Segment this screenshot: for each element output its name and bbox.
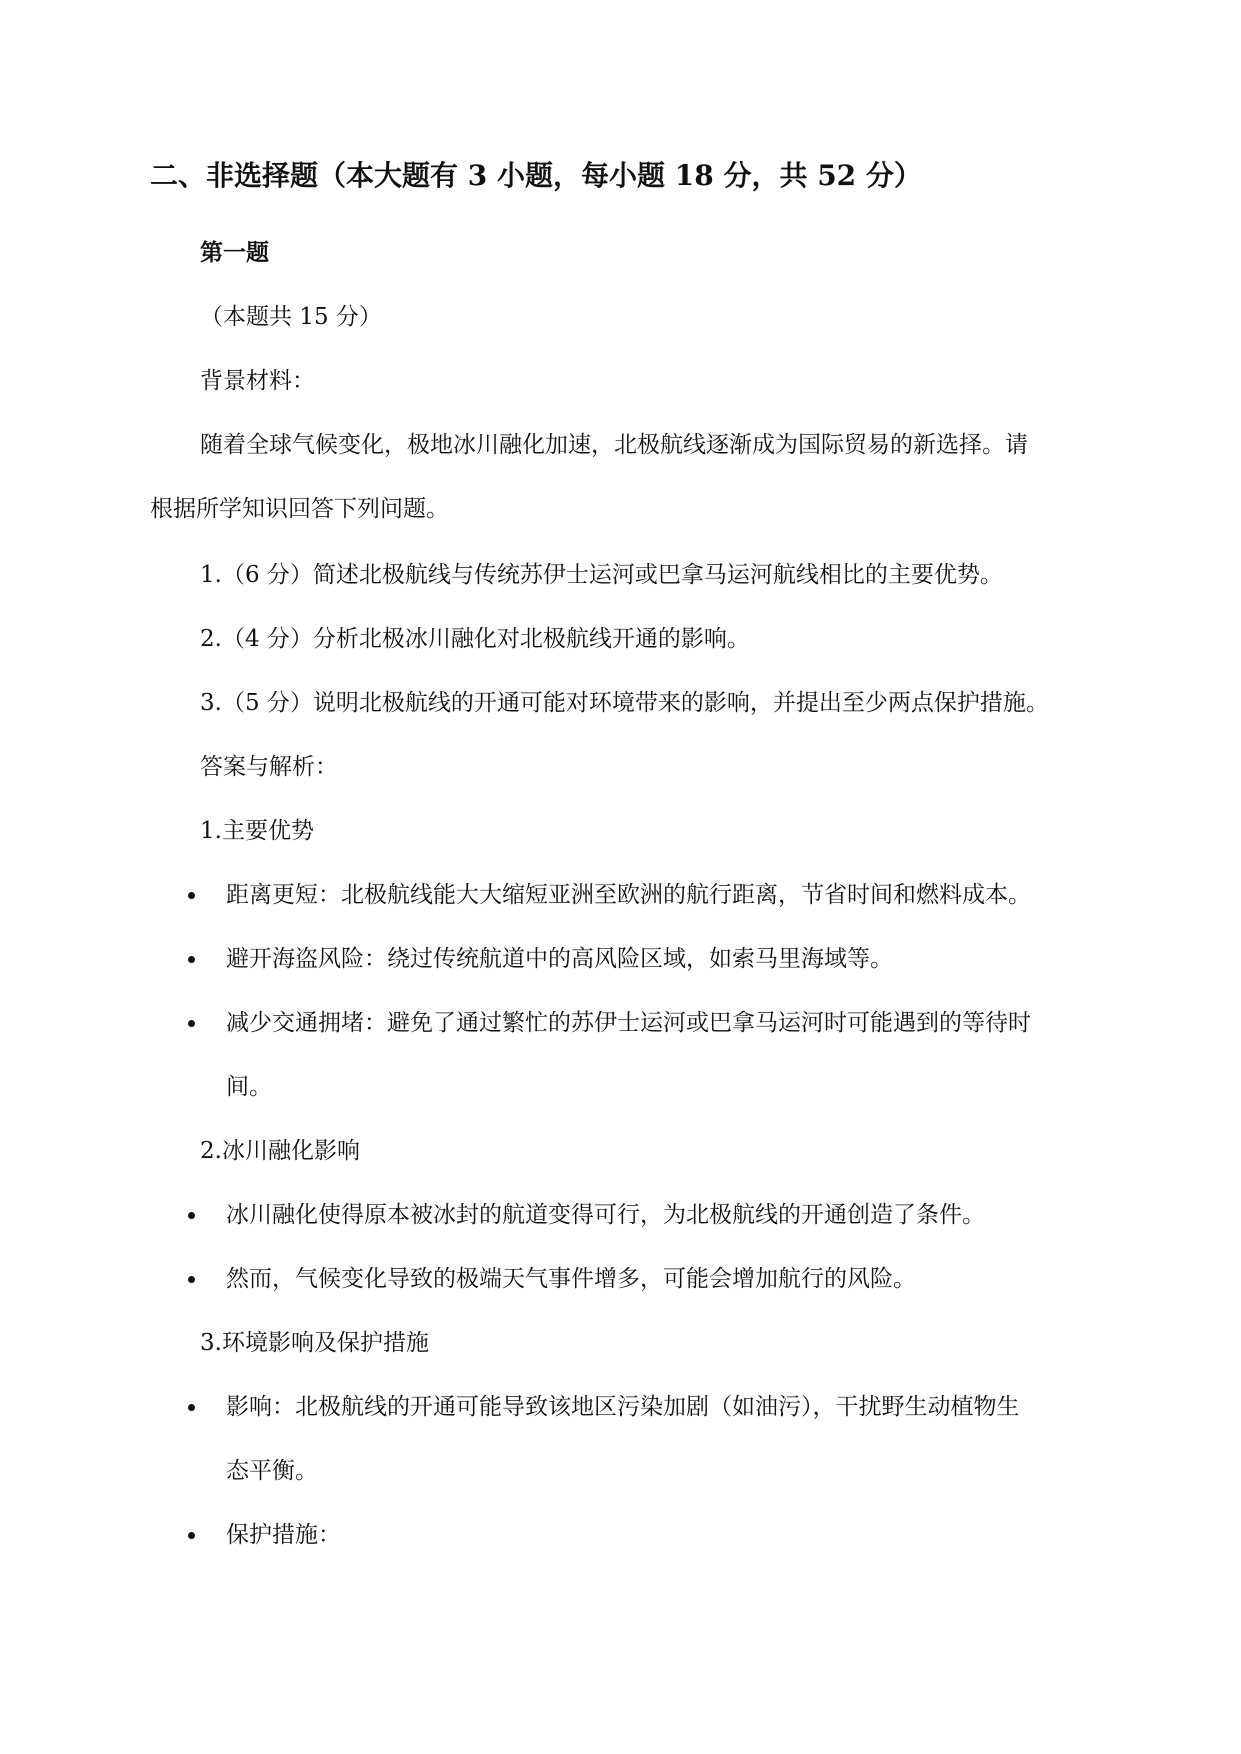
question-score: （本题共 15 分）: [200, 304, 382, 330]
bullet-text: 保护措施：: [226, 1522, 341, 1548]
bullet-icon: [188, 1212, 195, 1219]
question-item-2: 2.（4 分）分析北极冰川融化对北极航线开通的影响。: [200, 626, 750, 652]
list-item: [0, 1200, 1241, 1230]
bullet-icon: [188, 1532, 195, 1539]
bullet-icon: [188, 892, 195, 899]
bullet-icon: [188, 1276, 195, 1283]
answer-label: 答案与解析：: [200, 754, 338, 780]
list-item: [0, 880, 1241, 910]
answer-part2-heading: 2.冰川融化影响: [200, 1138, 360, 1164]
bullet-icon: [188, 1404, 195, 1411]
bullet-text: 冰川融化使得原本被冰封的航道变得可行，为北极航线的开通创造了条件。: [226, 1202, 985, 1228]
list-item: [0, 1392, 1241, 1422]
question-item-1: 1.（6 分）简述北极航线与传统苏伊士运河或巴拿马运河航线相比的主要优势。: [200, 562, 1003, 588]
background-text-line-2: 根据所学知识回答下列问题。: [150, 496, 449, 522]
bullet-icon: [188, 1020, 195, 1027]
bullet-text: 影响：北极航线的开通可能导致该地区污染加剧（如油污），干扰野生动植物生: [226, 1394, 1020, 1420]
question-item-3: 3.（5 分）说明北极航线的开通可能对环境带来的影响，并提出至少两点保护措施。: [200, 690, 1049, 716]
bullet-text: 然而，气候变化导致的极端天气事件增多，可能会增加航行的风险。: [226, 1266, 916, 1292]
list-item: [0, 1520, 1241, 1550]
bullet-text: 距离更短：北极航线能大大缩短亚洲至欧洲的航行距离，节省时间和燃料成本。: [226, 882, 1031, 908]
background-text-line-1: 随着全球气候变化，极地冰川融化加速，北极航线逐渐成为国际贸易的新选择。请: [200, 432, 1028, 458]
question-title: 第一题: [200, 239, 269, 266]
bullet-continuation: 间。: [226, 1074, 272, 1100]
bullet-text: 减少交通拥堵：避免了通过繁忙的苏伊士运河或巴拿马运河时可能遇到的等待时: [226, 1010, 1031, 1036]
answer-part1-heading: 1.主要优势: [200, 818, 314, 844]
bullet-text: 避开海盗风险：绕过传统航道中的高风险区域，如索马里海域等。: [226, 946, 893, 972]
list-item: [0, 944, 1241, 974]
section-title: 二、非选择题（本大题有 3 小题，每小题 18 分，共 52 分）: [150, 159, 922, 192]
answer-part3-heading: 3.环境影响及保护措施: [200, 1330, 429, 1356]
bullet-icon: [188, 956, 195, 963]
list-item: [0, 1008, 1241, 1038]
list-item: [0, 1264, 1241, 1294]
bullet-continuation: 态平衡。: [226, 1458, 318, 1484]
background-label: 背景材料：: [200, 368, 315, 394]
